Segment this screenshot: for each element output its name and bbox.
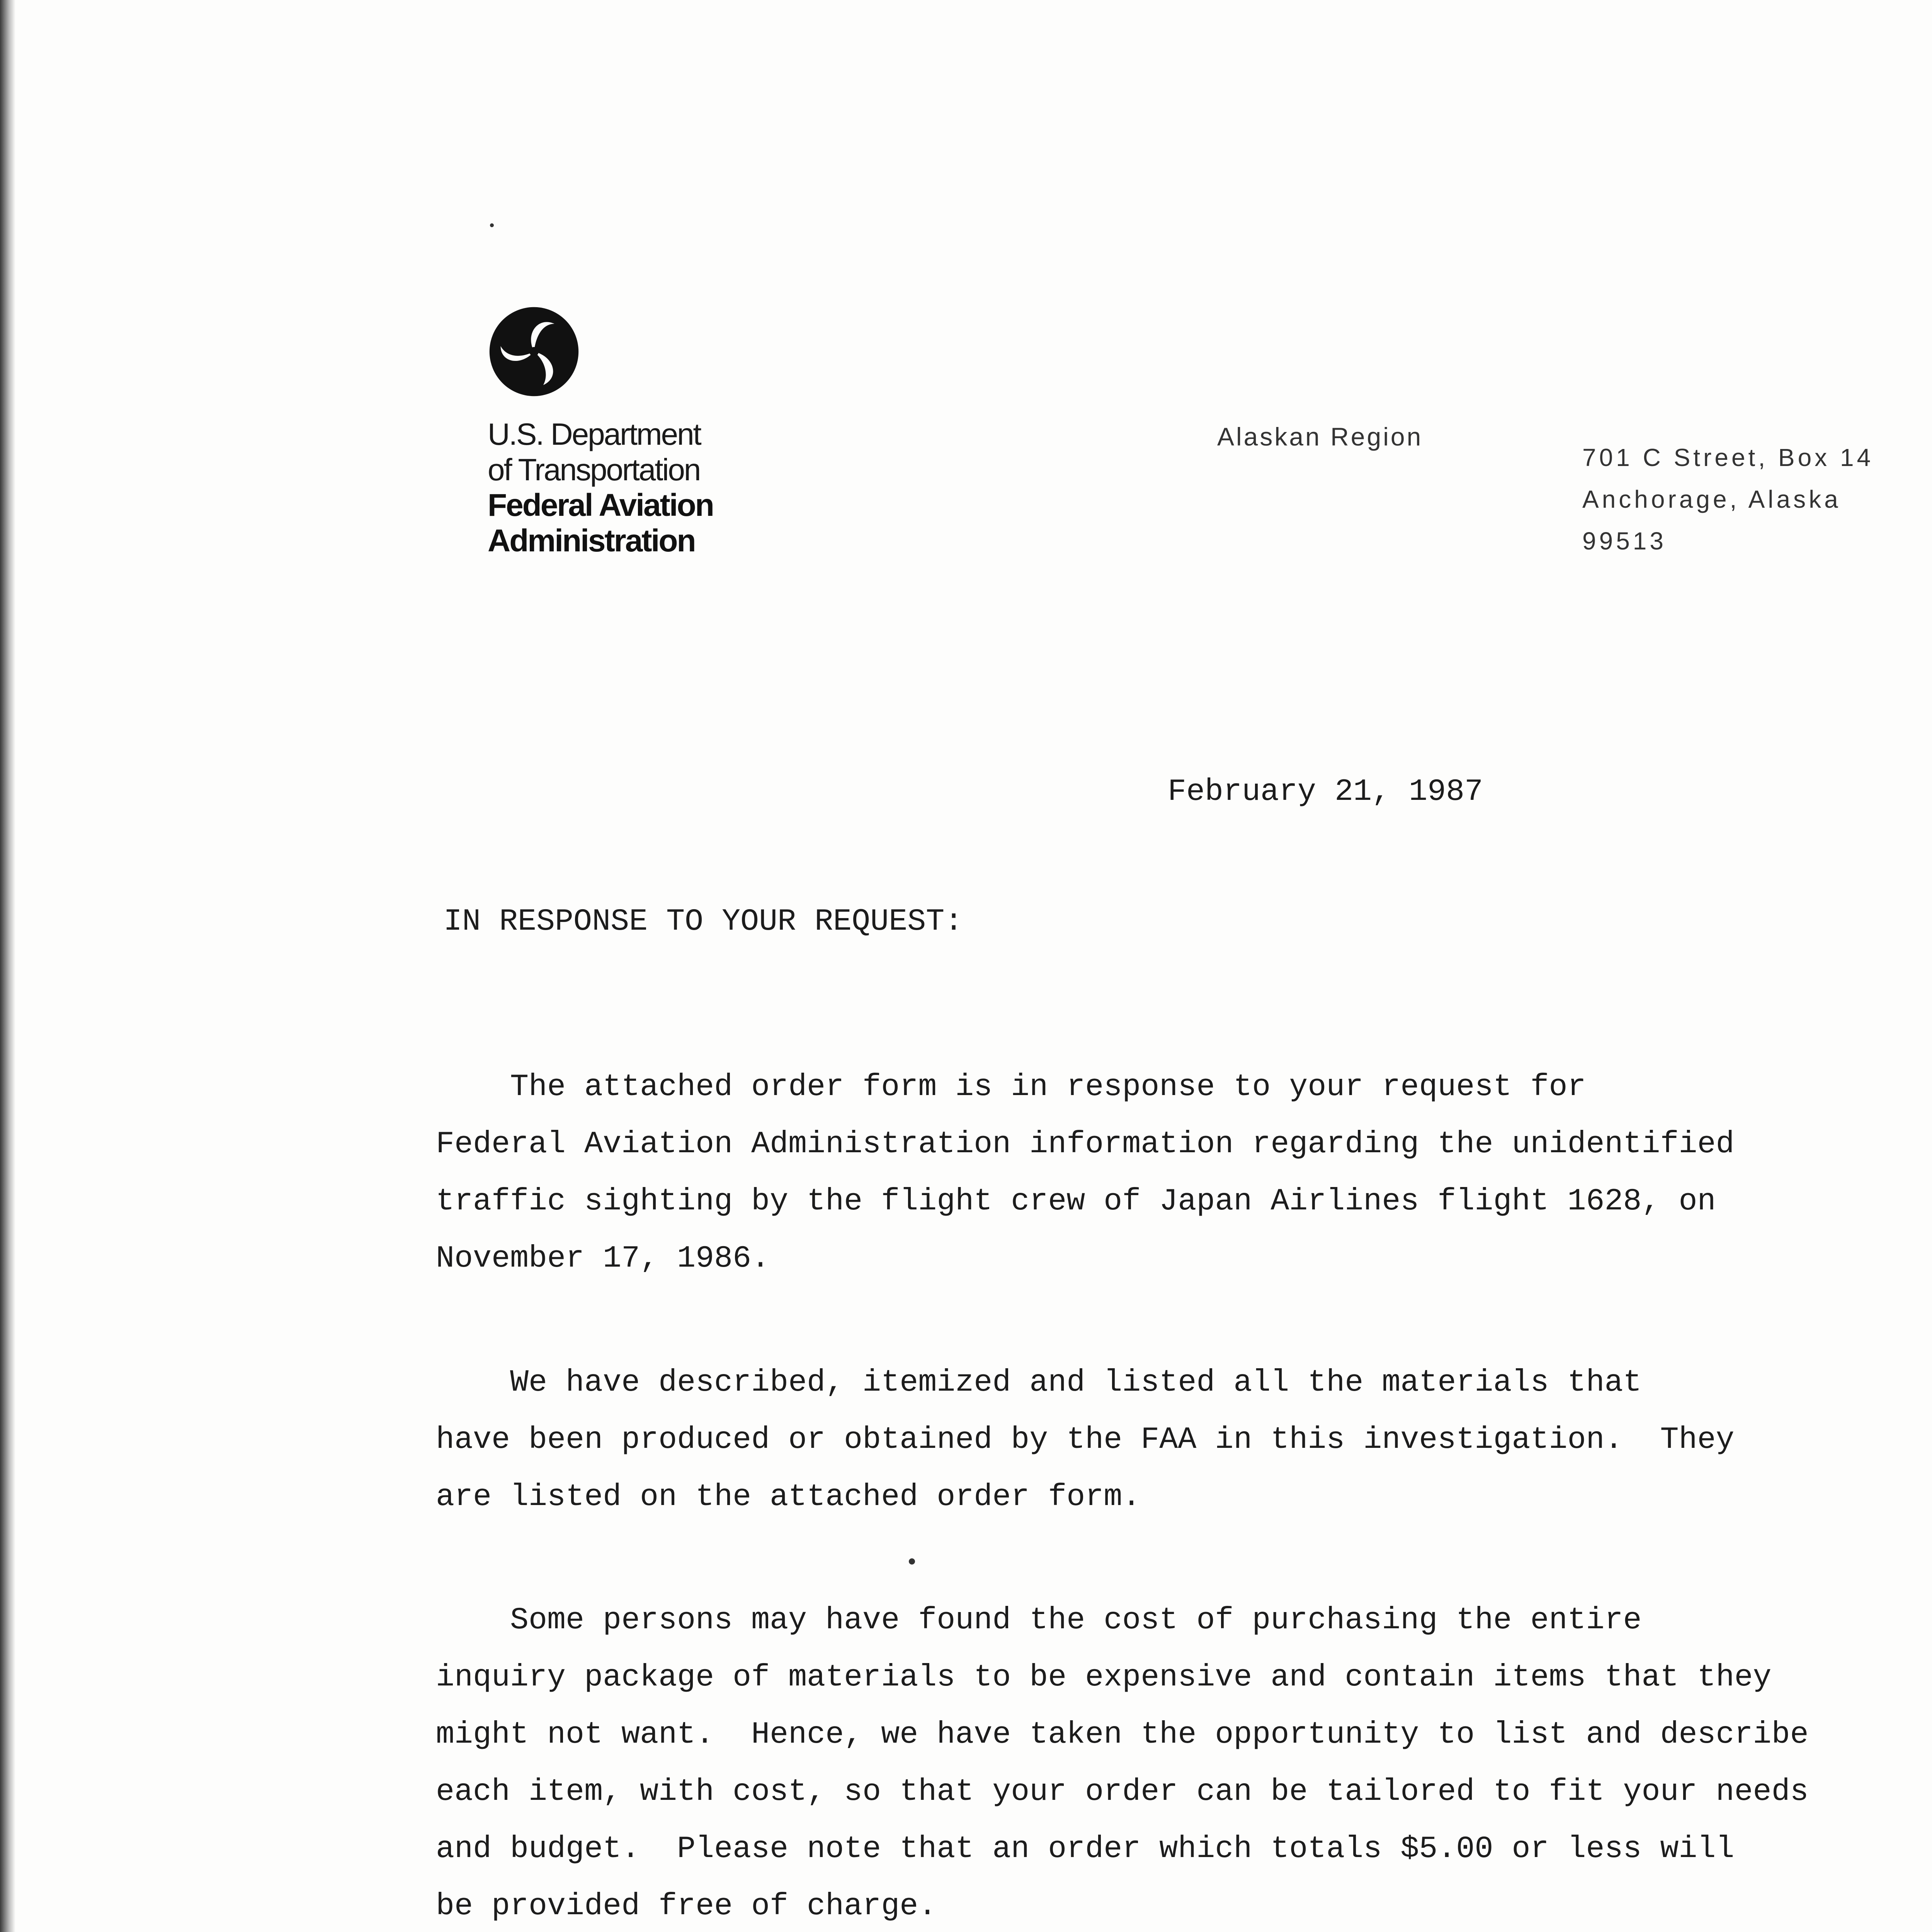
paragraph-line: traffic sighting by the flight crew of Japan Airlines flight 1628, on <box>436 1184 1716 1219</box>
agency-name-line1: Federal Aviation <box>488 488 713 523</box>
paragraph-line: and budget. Please note that an order which totals $5.00 or less will <box>436 1832 1735 1867</box>
paragraph-line: inquiry package of materials to be expensive and contain items that they <box>436 1660 1772 1695</box>
paragraph-line: have been produced or obtained by the FAA in this investigation. They <box>436 1422 1735 1458</box>
dept-name-line1: U.S. Department <box>488 417 701 451</box>
agency-name-block <box>488 417 713 559</box>
paragraph-line: each item, with cost, so that your order can be tailored to fit your needs <box>436 1774 1809 1810</box>
scan-speck <box>490 223 494 227</box>
address-line: Anchorage, Alaska <box>1582 485 1841 513</box>
paragraph-line: Federal Aviation Administration information regarding the unidentified <box>436 1127 1735 1162</box>
paragraph-line: Some persons may have found the cost of purchasing the entire <box>436 1603 1642 1638</box>
dot-triskelion-logo-icon <box>488 305 580 398</box>
paragraph-line: We have described, itemized and listed all the materials that <box>436 1365 1642 1400</box>
paragraph-line: The attached order form is in response to your request for <box>436 1070 1586 1105</box>
mailing-address <box>1582 437 1874 562</box>
region-label: Alaskan Region <box>1217 422 1423 451</box>
agency-name-line2: Administration <box>488 523 695 558</box>
letter-greeting: IN RESPONSE TO YOUR REQUEST: <box>444 904 963 939</box>
address-line: 701 C Street, Box 14 <box>1582 444 1874 471</box>
letter-date: February 21, 1987 <box>1168 774 1483 810</box>
address-line: 99513 <box>1582 527 1667 555</box>
body-paragraph-2 <box>436 1354 1889 1526</box>
paragraph-line: are listed on the attached order form. <box>436 1480 1141 1515</box>
paragraph-line: might not want. Hence, we have taken the opportunity to list and describe <box>436 1717 1809 1752</box>
body-paragraph-3 <box>436 1592 1889 1932</box>
body-paragraph-1 <box>436 1059 1889 1287</box>
dept-name-line2: of Transportation <box>488 452 700 487</box>
paragraph-line: be provided free of charge. <box>436 1889 937 1924</box>
scan-edge-shadow <box>0 0 15 1932</box>
scan-speck <box>909 1558 915 1565</box>
paragraph-line: November 17, 1986. <box>436 1241 770 1276</box>
